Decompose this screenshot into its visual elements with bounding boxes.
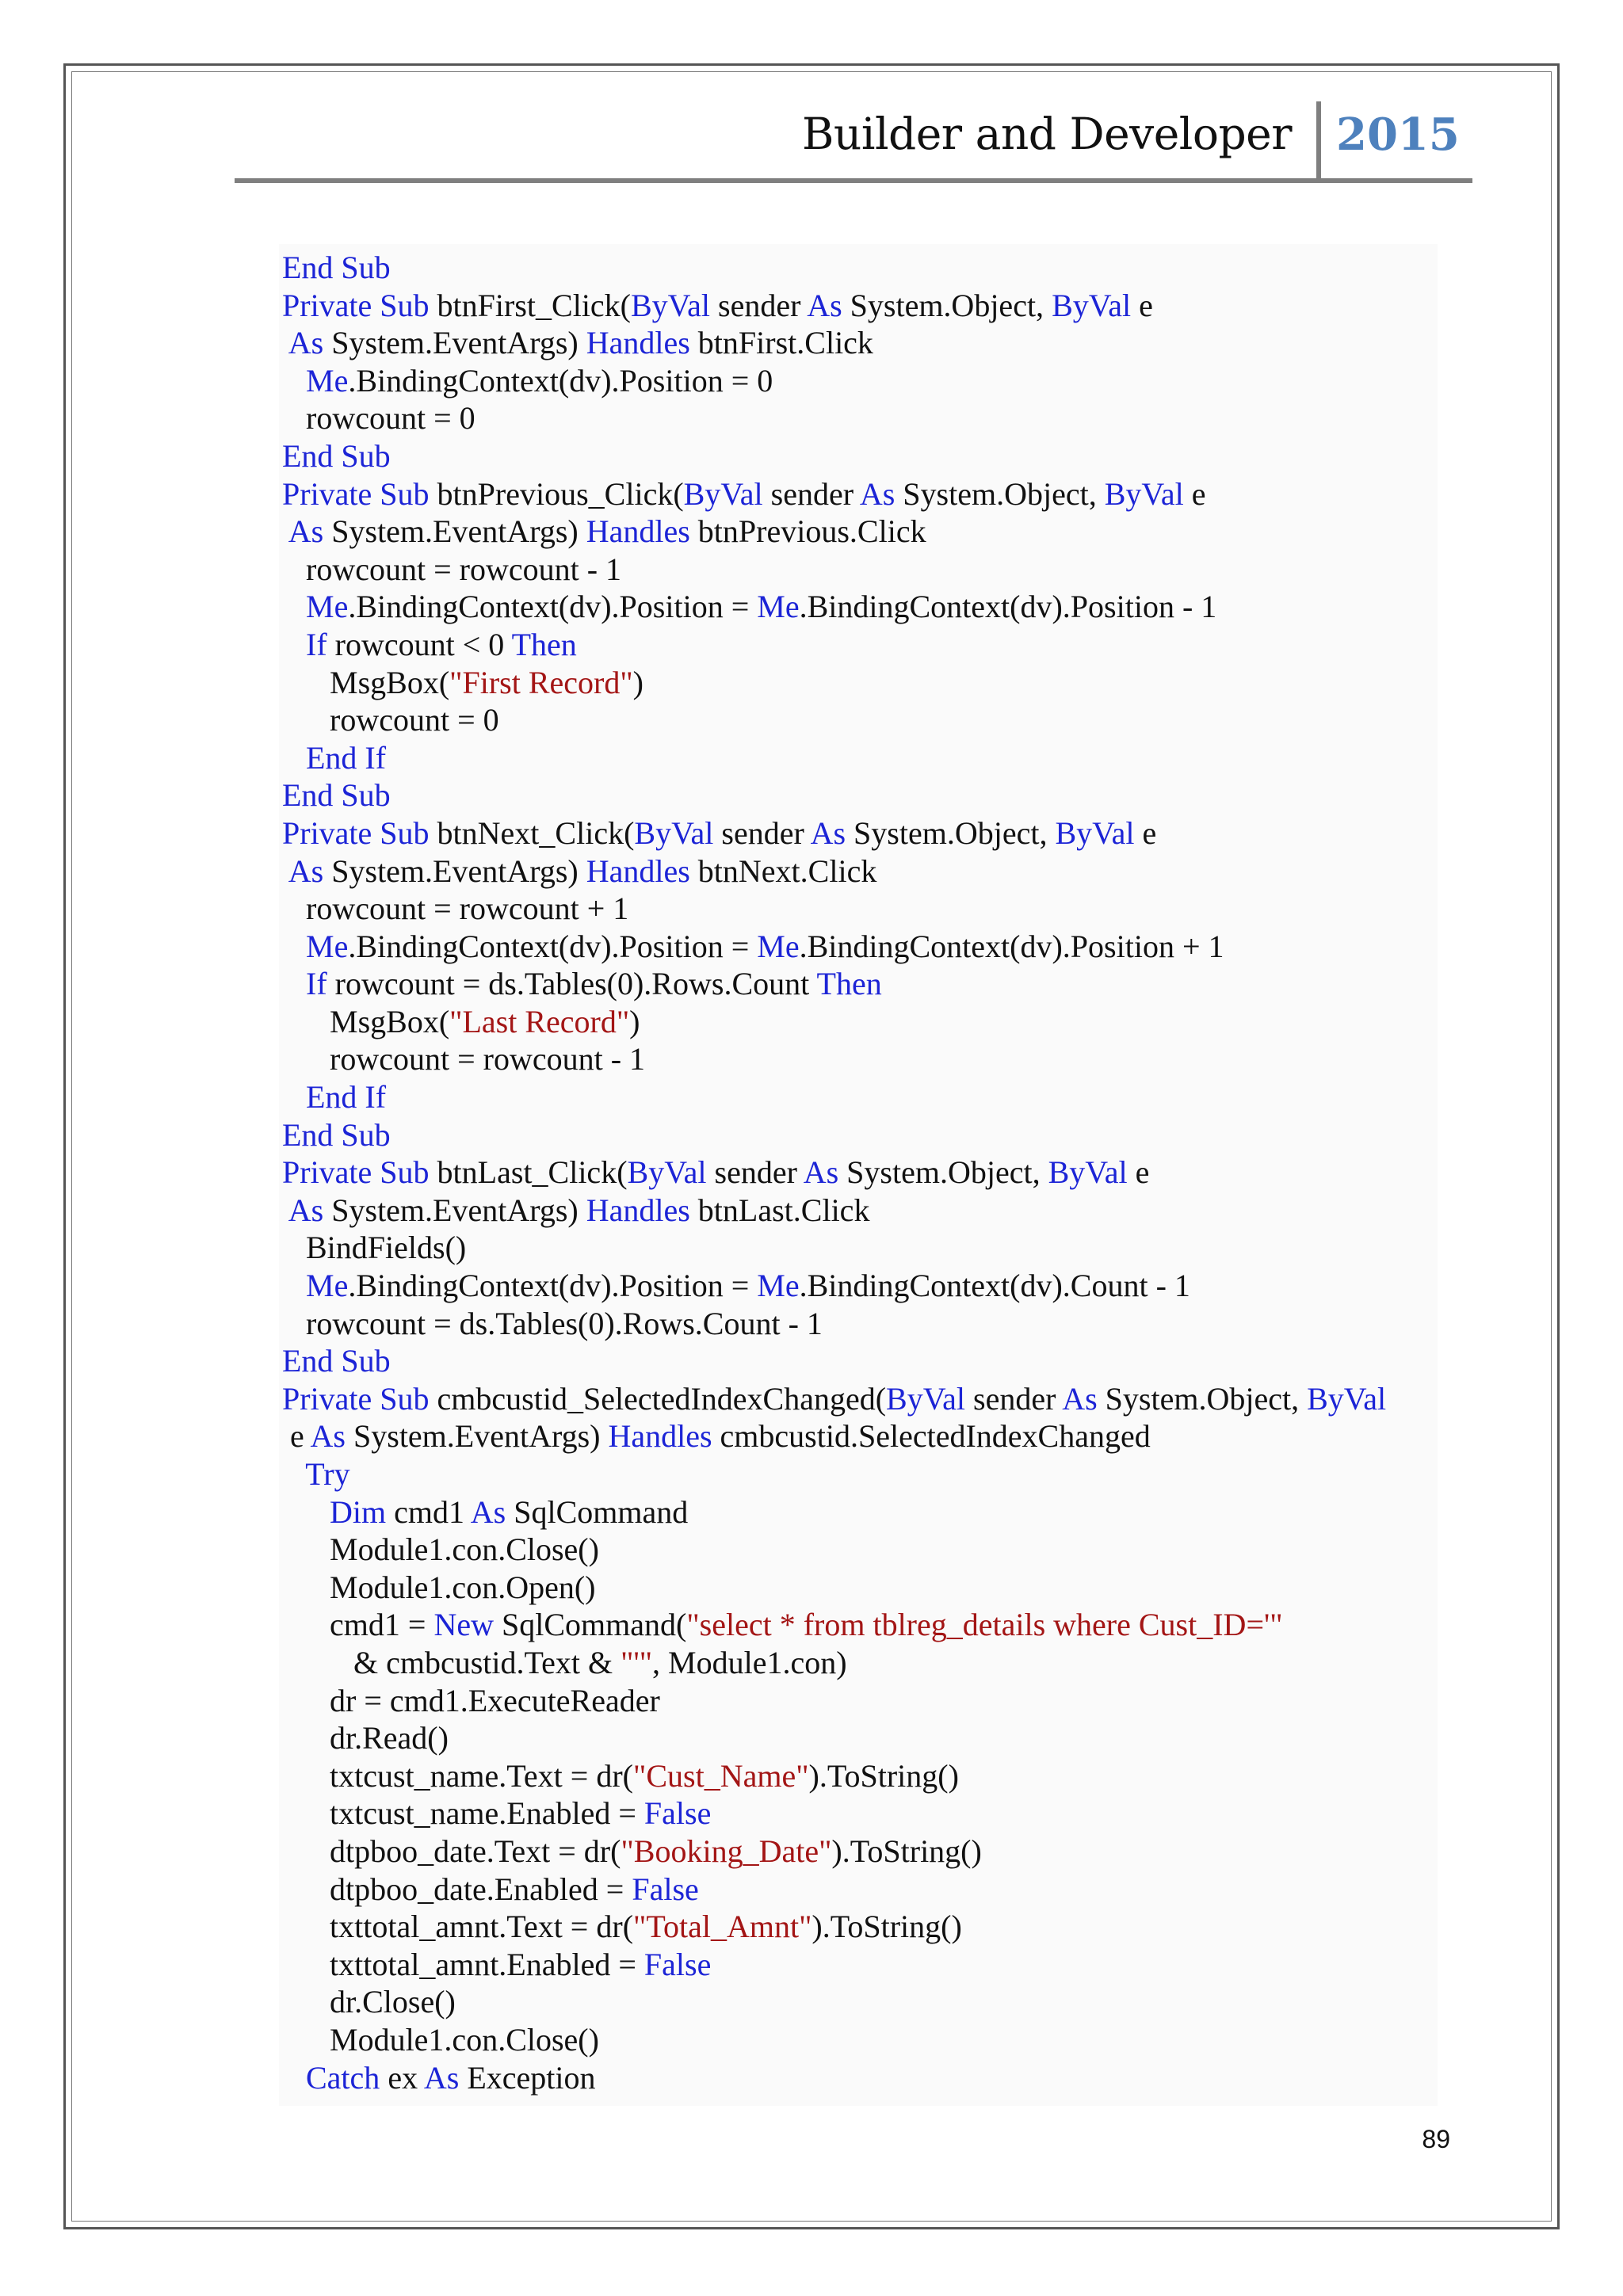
code-line (282, 249, 1471, 287)
code-line (282, 701, 1471, 739)
code-text: rowcount = ds.Tables(0).Rows.Count - 1 (282, 1305, 823, 1341)
code-text: System.EventArgs) (323, 513, 586, 550)
code-keyword: As (470, 1493, 506, 1530)
code-text (282, 853, 288, 889)
code-keyword: ByVal (634, 814, 714, 851)
code-keyword: As (803, 1154, 839, 1191)
code-keyword: As (288, 852, 324, 889)
code-string: "'" (621, 1644, 653, 1680)
code-text (282, 966, 306, 1001)
code-line (282, 551, 1471, 589)
code-text: System.Object, (895, 475, 1105, 512)
code-text (282, 929, 306, 964)
code-text: .BindingContext(dv).Position = (348, 589, 758, 625)
code-line (282, 1682, 1471, 1720)
code-text: Module1.con.Close() (282, 1531, 599, 1568)
code-keyword: Me (306, 1268, 349, 1304)
code-text: System.EventArgs) (346, 1418, 609, 1455)
header-rule (235, 178, 1472, 183)
code-keyword: As (288, 325, 324, 361)
code-text: MsgBox( (282, 1003, 450, 1039)
code-text (282, 1456, 305, 1492)
code-line (282, 475, 1471, 513)
code-text: txttotal_amnt.Text = dr( (282, 1909, 634, 1945)
code-line (282, 1078, 1471, 1116)
code-text: rowcount = ds.Tables(0).Rows.Count (327, 966, 817, 1002)
code-line (282, 890, 1471, 928)
code-keyword: Me (306, 589, 349, 625)
code-listing (282, 249, 1471, 2096)
code-line (282, 1380, 1471, 1418)
code-text: System.EventArgs) (323, 325, 586, 361)
code-line (282, 965, 1471, 1003)
code-keyword: End If (306, 739, 387, 776)
code-text: Module1.con.Close() (282, 2021, 599, 2058)
code-string: "select * from tblreg_details where Cust_ID='" (686, 1607, 1283, 1643)
code-text: sender (706, 1154, 804, 1191)
code-keyword: New (433, 1607, 494, 1643)
code-line (282, 1192, 1471, 1230)
code-keyword: Handles (586, 325, 690, 361)
code-string: "Cust_Name" (633, 1757, 809, 1794)
code-line (282, 2021, 1471, 2059)
code-keyword: As (423, 2059, 460, 2096)
code-text: Module1.con.Open() (282, 1569, 596, 1605)
code-line (282, 1003, 1471, 1041)
code-keyword: Handles (586, 513, 690, 550)
code-text: Exception (459, 2059, 596, 2096)
code-line (282, 287, 1471, 325)
code-keyword: Private Sub (282, 475, 430, 512)
code-text: e (1134, 814, 1157, 851)
code-text: .BindingContext(dv).Position = (348, 928, 758, 964)
code-text: .BindingContext(dv).Position + 1 (799, 928, 1224, 964)
code-keyword: ByVal (1048, 1154, 1128, 1191)
code-keyword: As (1062, 1380, 1098, 1417)
code-text: System.EventArgs) (323, 852, 586, 889)
code-line (282, 1833, 1471, 1871)
code-line (282, 1719, 1471, 1757)
code-text (282, 740, 306, 776)
code-line (282, 1342, 1471, 1380)
code-text: rowcount = rowcount - 1 (282, 1041, 646, 1077)
code-text: .BindingContext(dv).Count - 1 (799, 1268, 1190, 1304)
code-line (282, 664, 1471, 702)
code-keyword: As (807, 287, 842, 323)
code-text: dr.Read() (282, 1720, 449, 1756)
code-keyword: Handles (586, 852, 690, 889)
code-text: sender (713, 814, 811, 851)
code-line (282, 626, 1471, 664)
code-keyword: Then (511, 626, 577, 662)
code-text (282, 1494, 330, 1530)
code-text: ).ToString() (808, 1757, 959, 1794)
code-keyword: If (306, 966, 327, 1002)
code-line (282, 513, 1471, 551)
code-keyword: ByVal (1052, 287, 1132, 323)
code-line (282, 1871, 1471, 1909)
code-keyword: ByVal (1104, 475, 1184, 512)
code-line (282, 2059, 1471, 2097)
code-line (282, 1455, 1471, 1493)
header-title: Builder and Developer (802, 109, 1292, 159)
code-text: ex (380, 2059, 424, 2096)
code-line (282, 1983, 1471, 2021)
code-line (282, 1229, 1471, 1267)
code-text: System.Object, (838, 1154, 1048, 1191)
page-number: 89 (1422, 2125, 1450, 2153)
code-line (282, 1154, 1471, 1192)
code-keyword: End If (306, 1079, 387, 1116)
code-text (282, 1079, 306, 1115)
code-keyword: Private Sub (282, 1380, 430, 1417)
code-string: "Booking_Date" (621, 1833, 832, 1869)
code-string: "First Record" (449, 664, 633, 700)
code-text: e (1127, 1154, 1150, 1191)
code-line (282, 362, 1471, 400)
code-line (282, 1644, 1471, 1682)
code-keyword: Handles (608, 1418, 712, 1455)
code-line (282, 1757, 1471, 1795)
code-text: btnNext_Click( (429, 814, 635, 851)
code-text: & cmbcustid.Text & (282, 1644, 621, 1680)
code-text: btnLast_Click( (429, 1154, 628, 1191)
code-text: System.Object, (1097, 1380, 1308, 1417)
code-keyword: ByVal (1055, 814, 1135, 851)
code-text: cmbcustid.SelectedIndexChanged (712, 1418, 1151, 1455)
code-line (282, 1908, 1471, 1946)
code-keyword: Private Sub (282, 287, 430, 323)
code-keyword: End Sub (282, 1343, 391, 1379)
code-text: dtpboo_date.Text = dr( (282, 1833, 621, 1869)
code-text: ).ToString() (831, 1833, 982, 1869)
code-text: cmd1 = (282, 1607, 434, 1643)
code-text: BindFields() (282, 1230, 467, 1266)
code-text: SqlCommand( (493, 1607, 687, 1643)
code-text: ).ToString() (812, 1909, 962, 1945)
code-keyword: As (810, 814, 846, 851)
code-line (282, 1794, 1471, 1833)
code-keyword: Dim (330, 1493, 387, 1530)
code-text: e (282, 1418, 311, 1455)
code-keyword: ByVal (683, 475, 763, 512)
code-keyword: End Sub (282, 250, 391, 285)
code-text: rowcount < 0 (327, 626, 512, 662)
code-text (282, 589, 306, 624)
code-text: ) (632, 664, 643, 700)
code-keyword: As (859, 475, 896, 512)
code-text: btnFirst.Click (689, 325, 873, 361)
code-text: .BindingContext(dv).Position = (348, 1268, 758, 1304)
code-keyword: False (632, 1871, 699, 1907)
code-string: "Total_Amnt" (633, 1909, 812, 1945)
code-text: rowcount = rowcount + 1 (282, 891, 629, 927)
code-keyword: If (306, 626, 327, 662)
code-text: sender (762, 475, 860, 512)
code-line (282, 1417, 1471, 1455)
code-text: cmd1 (386, 1493, 471, 1530)
header-divider (1316, 101, 1321, 182)
code-text: .BindingContext(dv).Position - 1 (799, 589, 1217, 625)
code-text: dtpboo_date.Enabled = (282, 1871, 632, 1907)
code-keyword: ByVal (627, 1154, 707, 1191)
code-keyword: Me (757, 1268, 800, 1304)
code-text (282, 2060, 306, 2096)
code-keyword: End Sub (282, 1116, 391, 1153)
code-text: .BindingContext(dv).Position = 0 (348, 362, 773, 399)
code-keyword: ByVal (631, 287, 710, 323)
code-line (282, 739, 1471, 777)
code-keyword: Then (816, 966, 882, 1002)
code-text (282, 325, 288, 360)
header-year: 2015 (1336, 109, 1460, 161)
code-text: cmbcustid_SelectedIndexChanged( (429, 1380, 887, 1417)
code-text: btnLast.Click (689, 1192, 870, 1228)
code-keyword: As (288, 513, 324, 550)
code-text: , Module1.con) (652, 1644, 847, 1680)
code-keyword: Me (306, 928, 349, 964)
code-text: sender (710, 287, 808, 323)
code-line (282, 588, 1471, 626)
code-text: e (1183, 475, 1206, 512)
code-text: btnPrevious.Click (689, 513, 926, 550)
code-text: txttotal_amnt.Enabled = (282, 1946, 644, 1982)
code-line (282, 1305, 1471, 1343)
code-text (282, 1268, 306, 1303)
code-keyword: Catch (306, 2059, 380, 2096)
code-line (282, 852, 1471, 891)
code-keyword: ByVal (1307, 1380, 1387, 1417)
code-text: dr.Close() (282, 1984, 456, 2020)
code-text: btnNext.Click (689, 852, 877, 889)
code-line (282, 1606, 1471, 1644)
code-text (282, 1192, 288, 1228)
code-line (282, 1040, 1471, 1078)
code-keyword: Me (306, 362, 349, 399)
code-text (282, 513, 288, 549)
code-text: txtcust_name.Enabled = (282, 1795, 644, 1832)
code-text: rowcount = 0 (282, 400, 475, 437)
code-text: rowcount = rowcount - 1 (282, 551, 622, 587)
code-keyword: End Sub (282, 777, 391, 814)
code-keyword: Me (757, 589, 800, 625)
code-keyword: Handles (586, 1192, 690, 1228)
code-keyword: False (643, 1946, 712, 1982)
code-line (282, 1267, 1471, 1305)
code-text: btnPrevious_Click( (429, 475, 684, 512)
code-keyword: As (310, 1418, 346, 1455)
code-text: e (1131, 287, 1153, 323)
code-text: SqlCommand (506, 1493, 689, 1530)
code-keyword: Me (757, 928, 800, 964)
code-text (282, 627, 306, 662)
code-keyword: As (288, 1192, 324, 1228)
code-text: ) (629, 1003, 640, 1039)
code-text: MsgBox( (282, 664, 450, 700)
code-keyword: End Sub (282, 437, 391, 474)
code-line (282, 399, 1471, 437)
code-line (282, 776, 1471, 814)
code-keyword: ByVal (886, 1380, 966, 1417)
code-text: System.Object, (842, 287, 1052, 323)
code-line (282, 1531, 1471, 1569)
code-text: rowcount = 0 (282, 702, 499, 738)
code-line (282, 928, 1471, 966)
code-line (282, 324, 1471, 362)
code-text: dr = cmd1.ExecuteReader (282, 1682, 660, 1718)
code-string: "Last Record" (449, 1003, 630, 1039)
code-text: txtcust_name.Text = dr( (282, 1757, 633, 1794)
code-keyword: Private Sub (282, 1154, 430, 1191)
code-text: System.Object, (846, 814, 1056, 851)
code-line (282, 437, 1471, 475)
code-keyword: Private Sub (282, 814, 430, 851)
code-line (282, 1493, 1471, 1531)
code-text: btnFirst_Click( (429, 287, 631, 323)
code-text (282, 363, 306, 399)
code-line (282, 1946, 1471, 1984)
code-keyword: False (643, 1795, 712, 1832)
code-text: sender (965, 1380, 1063, 1417)
code-line (282, 814, 1471, 852)
code-keyword: Try (305, 1456, 350, 1492)
code-text: System.EventArgs) (323, 1192, 586, 1228)
code-line (282, 1569, 1471, 1607)
code-line (282, 1116, 1471, 1154)
